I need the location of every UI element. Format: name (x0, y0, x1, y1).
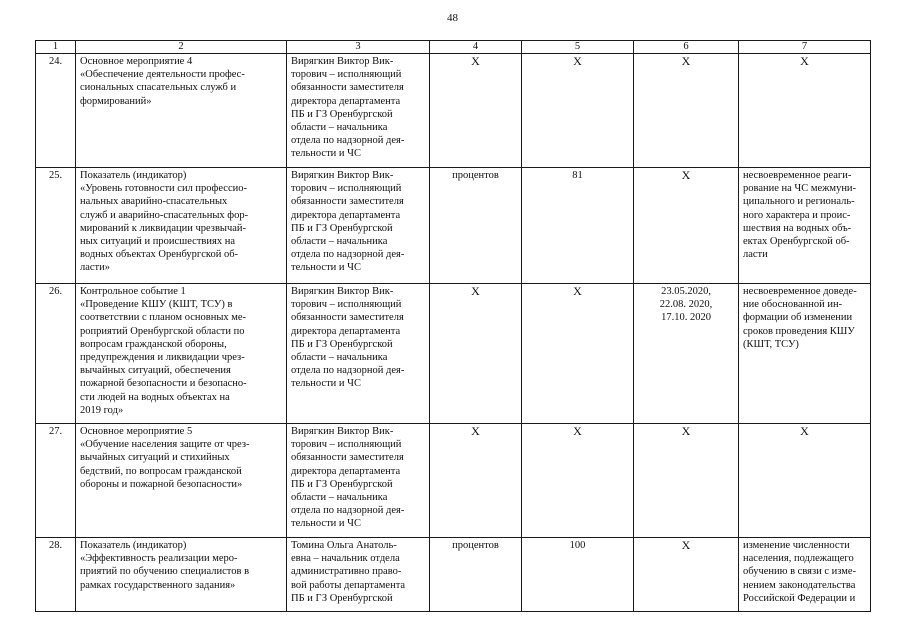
responsible-person-line: торович – исполняющий (291, 69, 402, 81)
responsible-person-line: Вирягкин Виктор Вик- (291, 56, 394, 67)
responsible-person-line: Вирягкин Виктор Вик- (291, 286, 394, 297)
completion-date-line: Х (681, 538, 691, 552)
header-col-6: 6 (634, 41, 739, 54)
event-name-line: «Уровень готовности сил профессио- (80, 183, 247, 195)
responsible-person-line: обязанности заместителя (291, 82, 404, 94)
responsible-person-line: тельности и ЧС (291, 378, 361, 390)
completion-date-cell (634, 424, 739, 538)
event-name-line: Показатель (индикатор) (80, 170, 187, 181)
risk-note-line: ласти (743, 249, 768, 261)
target-value-cell: Х (522, 284, 634, 424)
event-name-line: вычайных ситуаций и стихийных (80, 452, 230, 464)
responsible-person-line: торович – исполняющий (291, 439, 402, 451)
completion-date-line: Х (681, 168, 691, 182)
responsible-person-line: ПБ и ГЗ Оренбургской (291, 592, 393, 604)
unit-of-measure-cell: процентов (430, 538, 522, 612)
event-name-line: предупреждения и ликвидации чрез- (80, 352, 245, 364)
responsible-person-line: торович – исполняющий (291, 183, 402, 195)
risk-note-line: ципального и региональ- (743, 196, 855, 208)
completion-date-cell (634, 284, 739, 424)
event-name-line: «Обеспечение деятельности профес- (80, 69, 245, 81)
event-name-line: пожарной безопасности и безопасно- (80, 378, 247, 390)
risk-note-line: нением законодательства (743, 579, 856, 591)
risk-note-line: рование на ЧС межмуни- (743, 183, 857, 195)
event-name-line: Показатель (индикатор) (80, 540, 187, 551)
event-name-cell (76, 284, 287, 424)
responsible-person-line: ПБ и ГЗ Оренбургской (291, 338, 393, 350)
event-name-line: формирований» (80, 95, 152, 107)
event-name-line: приятий по обучению специалистов в (80, 566, 250, 578)
row-number-cell: 28. (36, 538, 76, 612)
responsible-person-line: ПБ и ГЗ Оренбургской (291, 108, 393, 120)
risk-note-line: формации об изменении (743, 312, 853, 324)
event-name-line: ных ситуаций и происшествиях на (80, 236, 235, 248)
responsible-person-line: области – начальника (291, 236, 388, 248)
responsible-person-line: ПБ и ГЗ Оренбургской (291, 478, 393, 490)
responsible-person-line: директора департамента (291, 95, 401, 107)
page-number: 48 (447, 12, 458, 24)
risk-note-line: несвоевременное реаги- (743, 170, 852, 181)
unit-of-measure-cell: Х (430, 54, 522, 168)
responsible-person-line: вой работы департамента (291, 579, 406, 591)
event-name-line: «Проведение КШУ (КШТ, ТСУ) в (80, 299, 233, 311)
target-value-cell: Х (522, 424, 634, 538)
plan-table (35, 40, 871, 612)
event-name-line: сиональных спасательных служб и (80, 82, 237, 94)
risk-note-line: сроков проведения КШУ (743, 325, 855, 337)
responsible-person-line: обязанности заместителя (291, 452, 404, 464)
table-row (36, 538, 871, 612)
responsible-person-line: евна – начальник отдела (291, 553, 400, 565)
responsible-person-line: директора департамента (291, 325, 401, 337)
event-name-line: водных объектах Оренбургской об- (80, 249, 239, 261)
event-name-cell (76, 54, 287, 168)
event-name-line: соответствии с планом основных ме- (80, 312, 247, 324)
completion-date-line: 23.05.2020, (661, 286, 711, 297)
event-name-line: обороны и пожарной безопасности» (80, 478, 243, 490)
risk-note-line: Российской Федерации и (743, 592, 856, 604)
event-name-cell (76, 424, 287, 538)
unit-of-measure-cell: Х (430, 424, 522, 538)
risk-note-line: шествия на водных объ- (743, 222, 852, 234)
responsible-person-line: торович – исполняющий (291, 299, 402, 311)
responsible-person-line: Томина Ольга Анатоль- (291, 540, 397, 551)
responsible-person-line: тельности и ЧС (291, 262, 361, 274)
risk-note-cell (739, 424, 871, 538)
event-name-line: «Эффективность реализации меро- (80, 553, 238, 565)
responsible-person-line: административно право- (291, 566, 402, 578)
risk-note-cell (739, 538, 871, 612)
table-row (36, 424, 871, 538)
unit-of-measure-cell: Х (430, 284, 522, 424)
responsible-person-line: Вирягкин Виктор Вик- (291, 426, 394, 437)
event-name-line: Основное мероприятие 5 (80, 426, 193, 437)
table-row (36, 284, 871, 424)
row-number-cell: 27. (36, 424, 76, 538)
risk-note-line: ного характера и проис- (743, 209, 851, 221)
responsible-person-line: обязанности заместителя (291, 196, 404, 208)
responsible-person-line: тельности и ЧС (291, 148, 361, 160)
table-header-row (36, 41, 871, 54)
responsible-person-line: отдела по надзорной дея- (291, 135, 405, 147)
risk-note-cell (739, 54, 871, 168)
risk-note-cell (739, 168, 871, 284)
risk-note-line: обучению в связи с изме- (743, 566, 857, 578)
event-name-line: 2019 год» (80, 404, 124, 416)
responsible-person-line: директора департамента (291, 465, 401, 477)
completion-date-line: Х (681, 424, 691, 438)
responsible-person-line: отдела по надзорной дея- (291, 249, 405, 261)
risk-note-line: ектах Оренбургской об- (743, 236, 850, 248)
risk-note-line: ние обоснованной ин- (743, 299, 843, 311)
responsible-person-line: Вирягкин Виктор Вик- (291, 170, 394, 181)
responsible-person-cell (287, 284, 430, 424)
responsible-person-cell (287, 538, 430, 612)
target-value-cell: 100 (522, 538, 634, 612)
risk-note-line: несвоевременное доведе- (743, 286, 857, 297)
unit-of-measure-cell: процентов (430, 168, 522, 284)
event-name-line: рамках государственного задания» (80, 579, 236, 591)
event-name-line: вопросам гражданской обороны, (80, 338, 227, 350)
event-name-line: сти людей на водных объектах на (80, 391, 230, 403)
risk-note-line: (КШТ, ТСУ) (743, 338, 799, 350)
header-col-4: 4 (430, 41, 522, 54)
responsible-person-line: тельности и ЧС (291, 518, 361, 530)
event-name-line: бедствий, по вопросам гражданской (80, 465, 242, 477)
event-name-cell (76, 538, 287, 612)
completion-date-cell (634, 538, 739, 612)
row-number-cell: 24. (36, 54, 76, 168)
header-col-2: 2 (76, 41, 287, 54)
completion-date-line: 22.08. 2020, (659, 299, 713, 311)
completion-date-cell (634, 54, 739, 168)
event-name-cell (76, 168, 287, 284)
responsible-person-cell (287, 168, 430, 284)
table-row (36, 54, 871, 168)
header-col-1: 1 (36, 41, 76, 54)
event-name-line: роприятий Оренбургской области по (80, 325, 245, 337)
row-number-cell: 26. (36, 284, 76, 424)
event-name-line: вычайных ситуаций, обеспечения (80, 365, 231, 377)
row-number-cell: 25. (36, 168, 76, 284)
responsible-person-line: области – начальника (291, 122, 388, 134)
header-col-3: 3 (287, 41, 430, 54)
risk-note-line: населения, подлежащего (743, 553, 854, 565)
event-name-line: Контрольное событие 1 (80, 286, 186, 297)
header-col-7: 7 (739, 41, 871, 54)
table-body (36, 41, 871, 612)
risk-note-line: изменение численности (743, 540, 850, 551)
responsible-person-line: директора департамента (291, 209, 401, 221)
completion-date-line: Х (681, 54, 691, 68)
responsible-person-line: отдела по надзорной дея- (291, 365, 405, 377)
responsible-person-line: области – начальника (291, 492, 388, 504)
risk-note-line: Х (800, 424, 809, 438)
responsible-person-line: отдела по надзорной дея- (291, 505, 405, 517)
responsible-person-cell (287, 424, 430, 538)
target-value-cell: 81 (522, 168, 634, 284)
completion-date-cell (634, 168, 739, 284)
responsible-person-line: ПБ и ГЗ Оренбургской (291, 222, 393, 234)
risk-note-cell (739, 284, 871, 424)
event-name-line: Основное мероприятие 4 (80, 56, 193, 67)
responsible-person-line: обязанности заместителя (291, 312, 404, 324)
table-row (36, 168, 871, 284)
event-name-line: ласти» (80, 262, 111, 274)
completion-date-line: 17.10. 2020 (661, 312, 711, 324)
risk-note-line: Х (800, 54, 809, 68)
target-value-cell: Х (522, 54, 634, 168)
event-name-line: «Обучение населения защите от чрез- (80, 439, 250, 451)
header-col-5: 5 (522, 41, 634, 54)
responsible-person-cell (287, 54, 430, 168)
event-name-line: нальных аварийно-спасательных (80, 196, 228, 208)
responsible-person-line: области – начальника (291, 352, 388, 364)
event-name-line: служб и аварийно-спасательных фор- (80, 209, 249, 221)
event-name-line: мирований к ликвидации чрезвычай- (80, 222, 247, 234)
